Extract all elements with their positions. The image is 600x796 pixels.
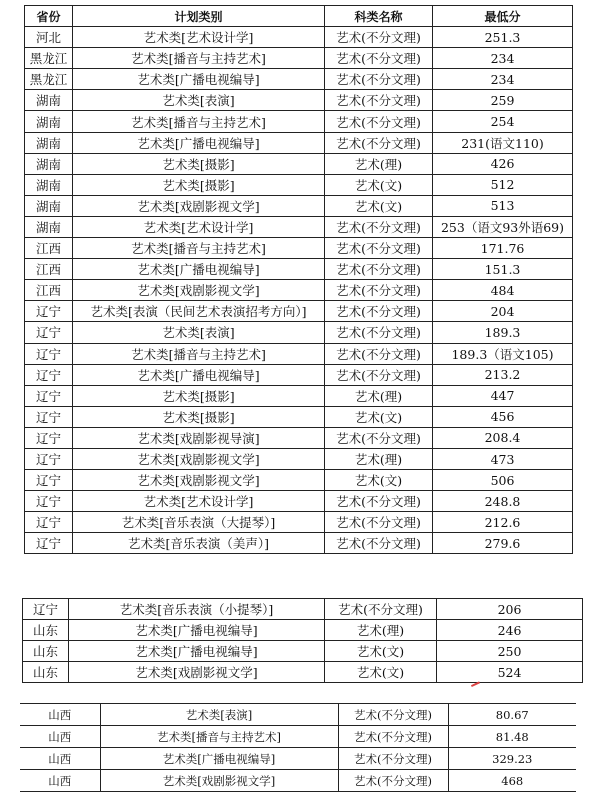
cell-province: 辽宁 — [25, 470, 73, 491]
cell-plan-category: 艺术类[广播电视编导] — [69, 641, 325, 662]
cell-plan-category: 艺术类[戏剧影视文学] — [69, 662, 325, 683]
cell-subject-name: 艺术(不分文理) — [325, 427, 433, 448]
cell-min-score: 254 — [433, 111, 573, 132]
table-row — [20, 748, 576, 770]
cell-plan-category: 艺术类[摄影] — [73, 385, 325, 406]
cell-plan-category: 艺术类[艺术设计学] — [73, 216, 325, 237]
table-row — [23, 662, 583, 683]
table-row — [25, 470, 573, 491]
cell-province: 辽宁 — [25, 512, 73, 533]
score-table-main — [24, 5, 573, 554]
cell-province: 湖南 — [25, 174, 73, 195]
cell-min-score: 151.3 — [433, 259, 573, 280]
table-row — [25, 364, 573, 385]
table-row — [20, 726, 576, 748]
cell-province: 江西 — [25, 280, 73, 301]
table-row — [25, 385, 573, 406]
cell-subject-name: 艺术(不分文理) — [325, 27, 433, 48]
cell-subject-name: 艺术(不分文理) — [325, 111, 433, 132]
cell-subject-name: 艺术(不分文理) — [325, 322, 433, 343]
cell-subject-name: 艺术(理) — [325, 385, 433, 406]
cell-plan-category: 艺术类[戏剧影视文学] — [73, 280, 325, 301]
cell-plan-category: 艺术类[广播电视编导] — [73, 132, 325, 153]
cell-subject-name: 艺术(不分文理) — [325, 512, 433, 533]
cell-plan-category: 艺术类[艺术设计学] — [73, 27, 325, 48]
cell-subject-name: 艺术(不分文理) — [325, 69, 433, 90]
cell-plan-category: 艺术类[表演] — [73, 322, 325, 343]
cell-province: 山西 — [20, 748, 100, 770]
table-row — [25, 301, 573, 322]
score-table-continued-body — [23, 599, 583, 683]
table-row — [25, 238, 573, 259]
table-row — [23, 641, 583, 662]
cell-province: 黑龙江 — [25, 69, 73, 90]
header-plan-category: 计划类别 — [73, 6, 325, 27]
score-table-continued — [22, 598, 583, 683]
cell-province: 山西 — [20, 770, 100, 792]
cell-subject-name: 艺术(文) — [325, 662, 437, 683]
table-row — [25, 216, 573, 237]
cell-plan-category: 艺术类[表演] — [73, 90, 325, 111]
cell-plan-category: 艺术类[播音与主持艺术] — [73, 343, 325, 364]
cell-plan-category: 艺术类[播音与主持艺术] — [73, 48, 325, 69]
cell-province: 辽宁 — [25, 427, 73, 448]
cell-plan-category: 艺术类[音乐表演（小提琴）] — [69, 599, 325, 620]
cell-min-score: 251.3 — [433, 27, 573, 48]
cell-province: 山东 — [23, 662, 69, 683]
cell-subject-name: 艺术(不分文理) — [325, 280, 433, 301]
cell-plan-category: 艺术类[播音与主持艺术] — [73, 238, 325, 259]
cell-min-score: 259 — [433, 90, 573, 111]
table-header-row — [25, 6, 573, 27]
cell-province: 辽宁 — [25, 491, 73, 512]
cell-min-score: 81.48 — [448, 726, 576, 748]
cell-province: 湖南 — [25, 132, 73, 153]
cell-min-score: 279.6 — [433, 533, 573, 554]
cell-min-score: 329.23 — [448, 748, 576, 770]
cell-subject-name: 艺术(不分文理) — [325, 364, 433, 385]
cell-subject-name: 艺术(文) — [325, 406, 433, 427]
cell-min-score: 206 — [437, 599, 583, 620]
cell-subject-name: 艺术(理) — [325, 153, 433, 174]
cell-province: 山东 — [23, 641, 69, 662]
cell-subject-name: 艺术(不分文理) — [325, 599, 437, 620]
cell-min-score: 212.6 — [433, 512, 573, 533]
cell-subject-name: 艺术(文) — [325, 470, 433, 491]
cell-plan-category: 艺术类[广播电视编导] — [69, 620, 325, 641]
table-row — [25, 259, 573, 280]
cell-province: 辽宁 — [25, 301, 73, 322]
table-row — [25, 427, 573, 448]
table-row — [25, 533, 573, 554]
cell-subject-name: 艺术(不分文理) — [338, 770, 448, 792]
cell-subject-name: 艺术(不分文理) — [325, 238, 433, 259]
cell-province: 辽宁 — [25, 343, 73, 364]
cell-province: 湖南 — [25, 111, 73, 132]
cell-min-score: 524 — [437, 662, 583, 683]
table-row — [25, 27, 573, 48]
cell-plan-category: 艺术类[摄影] — [73, 153, 325, 174]
cell-plan-category: 艺术类[音乐表演（美声）] — [73, 533, 325, 554]
table-row — [25, 512, 573, 533]
cell-min-score: 204 — [433, 301, 573, 322]
cell-subject-name: 艺术(不分文理) — [325, 132, 433, 153]
cell-plan-category: 艺术类[艺术设计学] — [73, 491, 325, 512]
table-row — [25, 153, 573, 174]
cell-min-score: 426 — [433, 153, 573, 174]
cell-province: 湖南 — [25, 195, 73, 216]
cell-plan-category: 艺术类[摄影] — [73, 406, 325, 427]
table-row — [23, 599, 583, 620]
table-row — [20, 770, 576, 792]
cell-min-score: 456 — [433, 406, 573, 427]
cell-province: 辽宁 — [25, 385, 73, 406]
cell-province: 辽宁 — [25, 322, 73, 343]
cell-min-score: 468 — [448, 770, 576, 792]
cell-province: 江西 — [25, 259, 73, 280]
table-row — [23, 620, 583, 641]
cell-subject-name: 艺术(不分文理) — [325, 90, 433, 111]
cell-subject-name: 艺术(文) — [325, 174, 433, 195]
table-row — [25, 111, 573, 132]
cell-min-score: 189.3 — [433, 322, 573, 343]
cell-province: 湖南 — [25, 153, 73, 174]
cell-province: 辽宁 — [25, 364, 73, 385]
cell-min-score: 484 — [433, 280, 573, 301]
table-row — [25, 322, 573, 343]
cell-min-score: 208.4 — [433, 427, 573, 448]
cell-province: 江西 — [25, 238, 73, 259]
table-row — [20, 704, 576, 726]
cell-plan-category: 艺术类[戏剧影视文学] — [100, 770, 338, 792]
table-row — [25, 195, 573, 216]
cell-province: 黑龙江 — [25, 48, 73, 69]
table-row — [25, 48, 573, 69]
table-row — [25, 491, 573, 512]
cell-min-score: 253（语文93外语69) — [433, 216, 573, 237]
score-table-shanxi-body — [20, 704, 576, 792]
cell-min-score: 248.8 — [433, 491, 573, 512]
cell-min-score: 189.3（语文105) — [433, 343, 573, 364]
cell-province: 山西 — [20, 726, 100, 748]
cell-min-score: 473 — [433, 448, 573, 469]
table-row — [25, 174, 573, 195]
cell-province: 山东 — [23, 620, 69, 641]
table-row — [25, 343, 573, 364]
cell-min-score: 513 — [433, 195, 573, 216]
cell-subject-name: 艺术(文) — [325, 641, 437, 662]
cell-min-score: 234 — [433, 48, 573, 69]
cell-plan-category: 艺术类[音乐表演（大提琴）] — [73, 512, 325, 533]
table-row — [25, 448, 573, 469]
cell-min-score: 213.2 — [433, 364, 573, 385]
cell-subject-name: 艺术(不分文理) — [325, 343, 433, 364]
cell-subject-name: 艺术(不分文理) — [325, 491, 433, 512]
table-row — [25, 132, 573, 153]
cell-subject-name: 艺术(不分文理) — [325, 259, 433, 280]
cell-plan-category: 艺术类[摄影] — [73, 174, 325, 195]
cell-plan-category: 艺术类[广播电视编导] — [73, 259, 325, 280]
cell-province: 河北 — [25, 27, 73, 48]
cell-province: 山西 — [20, 704, 100, 726]
cell-plan-category: 艺术类[表演] — [100, 704, 338, 726]
cell-province: 辽宁 — [25, 448, 73, 469]
cell-min-score: 231(语文110) — [433, 132, 573, 153]
cell-subject-name: 艺术(不分文理) — [325, 48, 433, 69]
cell-subject-name: 艺术(不分文理) — [338, 726, 448, 748]
table-row — [25, 280, 573, 301]
header-min-score: 最低分 — [433, 6, 573, 27]
cell-subject-name: 艺术(文) — [325, 195, 433, 216]
header-subject-name: 科类名称 — [325, 6, 433, 27]
cell-subject-name: 艺术(不分文理) — [325, 216, 433, 237]
cell-plan-category: 艺术类[广播电视编导] — [73, 69, 325, 90]
cell-province: 辽宁 — [23, 599, 69, 620]
cell-province: 辽宁 — [25, 533, 73, 554]
table-row — [25, 69, 573, 90]
cell-plan-category: 艺术类[广播电视编导] — [100, 748, 338, 770]
cell-plan-category: 艺术类[播音与主持艺术] — [73, 111, 325, 132]
cell-subject-name: 艺术(不分文理) — [338, 748, 448, 770]
cell-min-score: 80.67 — [448, 704, 576, 726]
cell-min-score: 234 — [433, 69, 573, 90]
cell-min-score: 250 — [437, 641, 583, 662]
header-province: 省份 — [25, 6, 73, 27]
cell-subject-name: 艺术(不分文理) — [325, 301, 433, 322]
table-row — [25, 90, 573, 111]
cell-province: 辽宁 — [25, 406, 73, 427]
cell-min-score: 447 — [433, 385, 573, 406]
cell-plan-category: 艺术类[戏剧影视导演] — [73, 427, 325, 448]
score-table-main-body — [25, 27, 573, 554]
cell-plan-category: 艺术类[播音与主持艺术] — [100, 726, 338, 748]
cell-subject-name: 艺术(不分文理) — [338, 704, 448, 726]
cell-plan-category: 艺术类[广播电视编导] — [73, 364, 325, 385]
table-row — [25, 406, 573, 427]
cell-plan-category: 艺术类[戏剧影视文学] — [73, 195, 325, 216]
cell-plan-category: 艺术类[表演（民间艺术表演招考方向）] — [73, 301, 325, 322]
cell-plan-category: 艺术类[戏剧影视文学] — [73, 448, 325, 469]
cell-subject-name: 艺术(理) — [325, 448, 433, 469]
cell-subject-name: 艺术(不分文理) — [325, 533, 433, 554]
cell-min-score: 512 — [433, 174, 573, 195]
cell-province: 湖南 — [25, 216, 73, 237]
score-table-shanxi — [20, 703, 576, 792]
cell-subject-name: 艺术(理) — [325, 620, 437, 641]
cell-min-score: 171.76 — [433, 238, 573, 259]
cell-province: 湖南 — [25, 90, 73, 111]
cell-min-score: 506 — [433, 470, 573, 491]
cell-plan-category: 艺术类[戏剧影视文学] — [73, 470, 325, 491]
cell-min-score: 246 — [437, 620, 583, 641]
